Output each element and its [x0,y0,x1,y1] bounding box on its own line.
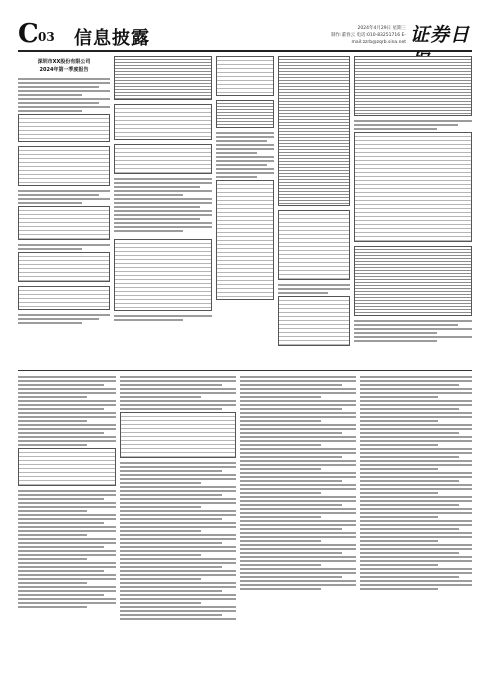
bottom-column-1 [18,376,116,694]
table-block [216,100,274,128]
bottom-column-3 [240,376,356,694]
table-block [18,146,110,186]
table-block [18,448,116,486]
masthead-logo: 证券日 [410,24,471,46]
table-block [114,239,212,311]
top-column-5 [354,56,472,366]
table-block [18,114,110,142]
page-header [18,20,472,52]
section-divider [18,370,472,371]
table-block [278,296,350,346]
section-title: 信息披露 [74,28,150,49]
bottom-column-4 [360,376,472,694]
table-block [114,144,212,174]
table-block [354,56,472,116]
table-block [216,180,274,300]
table-block [278,210,350,280]
table-block [354,246,472,316]
top-column-1 [18,56,110,366]
table-block [18,252,110,282]
notice-report-title: 2024年第一季度报告 [39,67,89,73]
section-letter: C [18,19,39,49]
top-column-3 [216,56,274,366]
table-block [120,412,236,458]
top-column-4 [278,56,350,366]
table-block [114,56,212,100]
notice-company: 深圳市XX股份有限公司 [37,59,91,65]
header-date: 2024年4月29日 星期三 [357,26,406,31]
table-block [114,104,212,140]
table-block [18,206,110,240]
table-block [18,286,110,310]
top-column-2 [114,56,212,366]
header-contact: 制作:董春云 电话:010-83251716 E-mail:zzrb@zqrb.sina.net [331,33,406,45]
header-meta [296,25,406,46]
table-block [354,132,472,242]
page-number: 03 [38,30,55,44]
table-block [216,56,274,96]
bottom-column-2 [120,376,236,694]
table-block [278,56,350,206]
